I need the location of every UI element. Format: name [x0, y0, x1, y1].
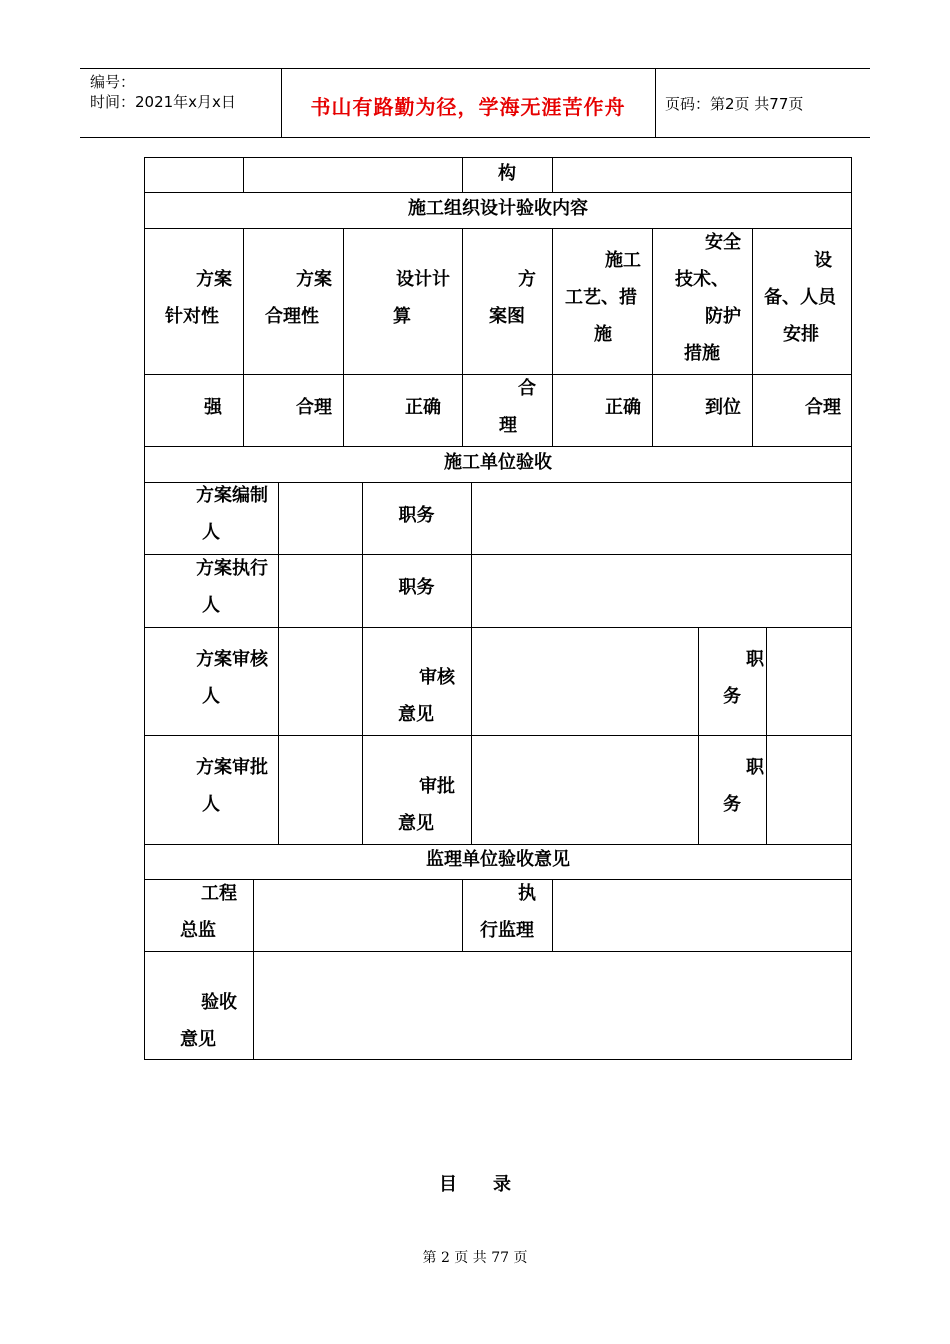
grid-line [243, 157, 244, 192]
page-header [80, 68, 870, 138]
time-label: 时间：2021年x月x日 [90, 93, 236, 111]
grid-line [144, 735, 852, 736]
result-process: 正确 [605, 397, 641, 418]
criterion-drawing: 方 案图 [489, 269, 536, 327]
review-opinion-label: 审核 意见 [398, 667, 455, 725]
criterion-equipment: 设 备、人员 安排 [764, 250, 836, 345]
result-targeting: 强 [204, 397, 222, 418]
header-motto: 书山有路勤为径，学海无涯苦作舟 [310, 95, 626, 119]
reviewer-label: 方案审核 人 [196, 649, 268, 707]
result-drawing: 合 理 [499, 378, 536, 436]
page-info: 页码：第2页 共77页 [665, 95, 804, 113]
grid-line [471, 482, 472, 844]
page-footer: 第 2 页 共 77 页 [422, 1250, 528, 1266]
number-label: 编号： [90, 73, 136, 91]
result-equipment: 合理 [805, 397, 841, 418]
compiler-position-label: 职务 [398, 505, 435, 526]
acceptance-opinion-label: 验收 意见 [180, 992, 237, 1050]
supervision-section-title: 监理单位验收意见 [426, 849, 570, 870]
executor-position-label: 职务 [398, 577, 435, 598]
grid-line [552, 879, 553, 951]
reviewer-position-label: 职 务 [723, 649, 764, 707]
approve-opinion-label: 审批 意见 [398, 776, 455, 834]
header-meta [90, 72, 236, 112]
grid-line [144, 627, 852, 628]
compiler-label: 方案编制 人 [196, 485, 268, 543]
toc-title: 目 录 [439, 1174, 511, 1195]
grid-line [552, 157, 553, 192]
result-calculation: 正确 [405, 397, 441, 418]
result-safety: 到位 [705, 397, 741, 418]
criterion-process: 施工 工艺、措 施 [565, 250, 641, 345]
criterion-targeting: 方案 针对性 [165, 269, 232, 327]
grid-line [766, 627, 767, 844]
criterion-rationality: 方案 合理性 [265, 269, 332, 327]
exec-supervisor-label: 执 行监理 [480, 883, 536, 941]
construction-section-title: 施工单位验收 [444, 452, 552, 473]
approver-position-label: 职 务 [723, 757, 764, 815]
grid-line [278, 482, 279, 844]
grid-line [144, 951, 852, 952]
design-section-title: 施工组织设计验收内容 [408, 198, 588, 219]
criterion-calculation: 设计计 算 [393, 269, 450, 327]
criterion-safety: 安全 技术、 防护 措施 [675, 232, 741, 364]
structure-cell: 构 [498, 163, 516, 184]
header-divider [655, 69, 656, 137]
executor-label: 方案执行 人 [196, 558, 268, 616]
result-rationality: 合理 [296, 397, 332, 418]
chief-supervisor-label: 工程 总监 [180, 883, 237, 941]
approver-label: 方案审批 人 [196, 757, 268, 815]
grid-line [253, 879, 254, 1060]
